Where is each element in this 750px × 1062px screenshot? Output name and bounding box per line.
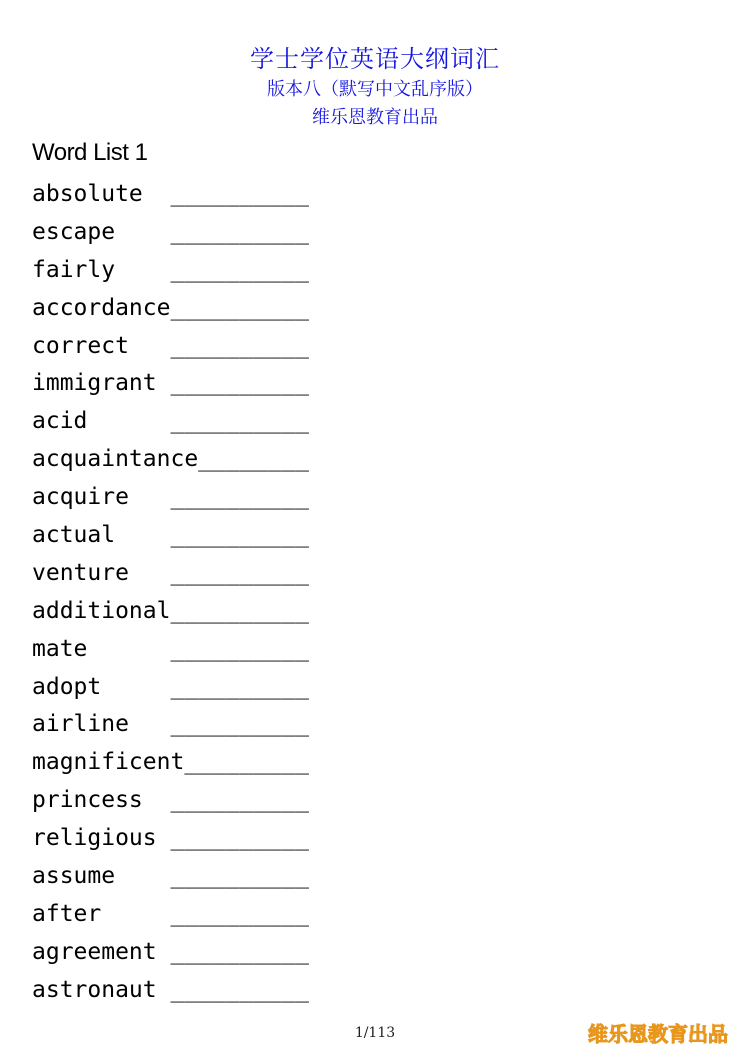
vocabulary-word: agreement — [32, 938, 157, 965]
vocabulary-word: mate — [32, 635, 88, 662]
answer-blank: __________ — [170, 370, 309, 397]
answer-blank: __________ — [170, 256, 309, 283]
word-row — [32, 555, 309, 593]
answer-blank: __________ — [170, 976, 309, 1003]
document-publisher: 维乐恩教育出品 — [312, 107, 438, 128]
word-padding — [129, 555, 171, 591]
word-padding — [115, 252, 170, 288]
word-padding — [87, 403, 170, 439]
vocabulary-word: airline — [32, 711, 129, 738]
answer-blank: __________ — [170, 863, 309, 890]
answer-blank: __________ — [170, 900, 309, 927]
document-header — [0, 42, 750, 132]
answer-blank: _________ — [184, 749, 309, 776]
answer-blank: __________ — [170, 559, 309, 586]
word-row — [32, 896, 309, 934]
vocabulary-word: acid — [32, 408, 88, 435]
word-row — [32, 403, 309, 441]
vocabulary-word: magnificent — [32, 749, 185, 776]
word-padding — [157, 820, 171, 856]
vocabulary-word: venture — [32, 559, 129, 586]
answer-blank: __________ — [170, 484, 309, 511]
answer-blank: __________ — [170, 597, 309, 624]
vocabulary-word: religious — [32, 825, 157, 852]
word-row — [32, 176, 309, 214]
word-padding — [101, 669, 170, 705]
word-row — [32, 214, 309, 252]
document-subtitle: 版本八（默写中文乱序版） — [267, 79, 483, 100]
vocabulary-word: fairly — [32, 256, 116, 283]
word-row — [32, 328, 309, 366]
word-row — [32, 669, 309, 707]
word-row — [32, 365, 309, 403]
answer-blank: __________ — [170, 218, 309, 245]
answer-blank: __________ — [170, 408, 309, 435]
word-row — [32, 631, 309, 669]
vocabulary-word: astronaut — [32, 976, 157, 1003]
vocabulary-word: acquaintance — [32, 446, 199, 473]
word-row — [32, 252, 309, 290]
answer-blank: __________ — [170, 787, 309, 814]
word-row — [32, 782, 309, 820]
answer-blank: __________ — [170, 673, 309, 700]
answer-blank: __________ — [170, 332, 309, 359]
word-padding — [101, 896, 170, 932]
vocabulary-word: accordance — [32, 294, 171, 321]
vocabulary-word: princess — [32, 787, 143, 814]
vocabulary-word: adopt — [32, 673, 102, 700]
answer-blank: __________ — [170, 635, 309, 662]
word-row — [32, 820, 309, 858]
vocabulary-word: additional — [32, 597, 171, 624]
word-padding — [87, 631, 170, 667]
word-row — [32, 479, 309, 517]
vocabulary-word: absolute — [32, 181, 143, 207]
vocabulary-word: assume — [32, 863, 116, 890]
answer-blank: __________ — [170, 522, 309, 549]
word-row — [32, 972, 309, 1010]
word-padding — [129, 706, 171, 742]
word-padding — [143, 176, 171, 212]
word-padding — [115, 214, 170, 250]
publisher-watermark: 维乐恩教育出品 — [588, 1022, 728, 1046]
document-title: 学士学位英语大纲词汇 — [250, 45, 500, 73]
word-row — [32, 290, 309, 328]
word-padding — [129, 479, 171, 515]
word-padding — [157, 972, 171, 1008]
word-list-heading: Word List 1 — [32, 139, 148, 166]
word-padding — [115, 858, 170, 894]
word-padding — [157, 934, 171, 970]
word-row — [32, 593, 309, 631]
word-padding — [129, 328, 171, 364]
answer-blank: __________ — [170, 825, 309, 852]
word-row — [32, 934, 309, 972]
word-padding — [143, 782, 171, 818]
vocabulary-word: escape — [32, 218, 116, 245]
page-number: 1/113 — [354, 1025, 396, 1041]
word-padding — [115, 517, 170, 553]
vocabulary-word: acquire — [32, 484, 129, 511]
answer-blank: __________ — [170, 938, 309, 965]
word-list — [32, 176, 309, 1010]
word-row — [32, 744, 309, 782]
vocabulary-word: immigrant — [32, 370, 157, 397]
vocabulary-word: correct — [32, 332, 129, 359]
answer-blank: __________ — [170, 181, 309, 207]
word-row — [32, 517, 309, 555]
word-row — [32, 441, 309, 479]
vocabulary-word: actual — [32, 522, 116, 549]
word-row — [32, 858, 309, 896]
vocabulary-word: after — [32, 900, 102, 927]
answer-blank: ________ — [198, 446, 309, 473]
word-padding — [157, 365, 171, 401]
answer-blank: __________ — [170, 711, 309, 738]
answer-blank: __________ — [170, 294, 309, 321]
word-row — [32, 706, 309, 744]
